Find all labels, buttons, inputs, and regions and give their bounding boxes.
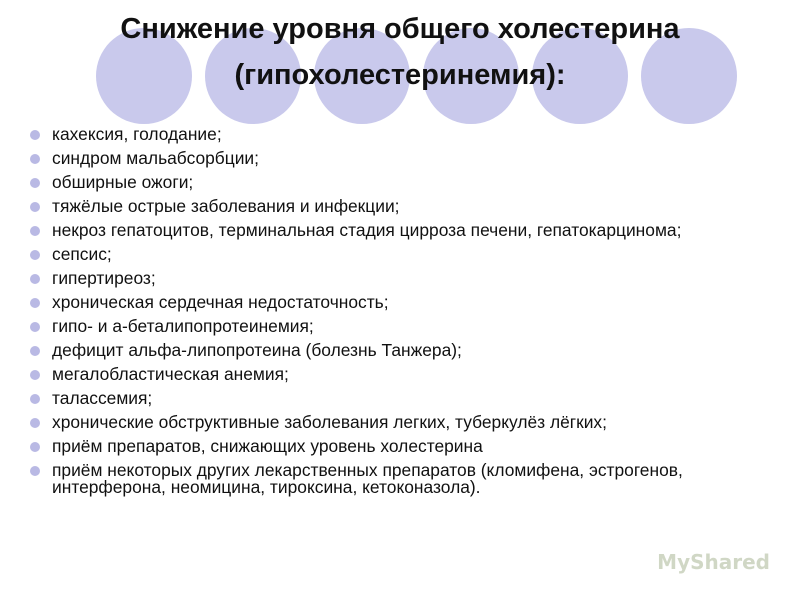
bullet-icon (30, 370, 40, 380)
list-item (30, 270, 790, 287)
bullet-icon (30, 202, 40, 212)
bullet-icon (30, 346, 40, 356)
list-item-text: тяжёлые острые заболевания и инфекции; (52, 196, 400, 216)
list-item-text: синдром мальабсорбции; (52, 148, 259, 168)
list-item-text: хроническая сердечная недостаточность; (52, 292, 389, 312)
bullet-icon (30, 250, 40, 260)
bullet-icon (30, 178, 40, 188)
list-item (30, 390, 790, 407)
list-item-text: обширные ожоги; (52, 172, 194, 192)
bullet-icon (30, 322, 40, 332)
list-item-text: некроз гепатоцитов, терминальная стадия цирроза печени, гепатокарцинома; (52, 220, 682, 240)
list-item-text: хронические обструктивные заболевания легких, туберкулёз лёгких; (52, 412, 607, 432)
bullet-icon (30, 130, 40, 140)
bullet-icon (30, 466, 40, 476)
list-item (30, 342, 790, 359)
list-item (30, 150, 790, 167)
bullet-icon (30, 274, 40, 284)
list-item-text: мегалобластическая анемия; (52, 364, 289, 384)
list-item (30, 294, 790, 311)
slide-title-line-1: Снижение уровня общего холестерина (120, 13, 680, 45)
list-item-text: кахексия, голодание; (52, 124, 222, 144)
list-item (30, 438, 790, 455)
bullet-icon (30, 226, 40, 236)
list-item-text: гипо- и а-беталипопротеинемия; (52, 316, 314, 336)
bullet-icon (30, 298, 40, 308)
list-item-text: приём препаратов, снижающих уровень холестерина (52, 436, 483, 456)
bullet-icon (30, 418, 40, 428)
bullet-icon (30, 442, 40, 452)
list-item (30, 222, 790, 239)
slide-title-line-2: (гипохолестеринемия): (234, 59, 566, 91)
list-item (30, 246, 790, 263)
bullet-icon (30, 394, 40, 404)
watermark-logo: MyShared (657, 550, 770, 574)
list-item (30, 198, 790, 215)
list-item (30, 126, 790, 143)
list-item (30, 462, 790, 496)
list-item (30, 414, 790, 431)
bullet-list (30, 126, 790, 503)
list-item (30, 318, 790, 335)
list-item-text: гипертиреоз; (52, 268, 156, 288)
list-item-text: приём некоторых других лекарственных препаратов (кломифена, эстрогенов, интерферона, неомицина, тироксина, кетоконазола). (52, 460, 683, 497)
list-item-text: дефицит альфа-липопротеина (болезнь Танжера); (52, 340, 462, 360)
list-item-text: талассемия; (52, 388, 153, 408)
bullet-icon (30, 154, 40, 164)
slide-title (0, 6, 800, 98)
list-item-text: сепсис; (52, 244, 112, 264)
list-item (30, 174, 790, 191)
list-item (30, 366, 790, 383)
